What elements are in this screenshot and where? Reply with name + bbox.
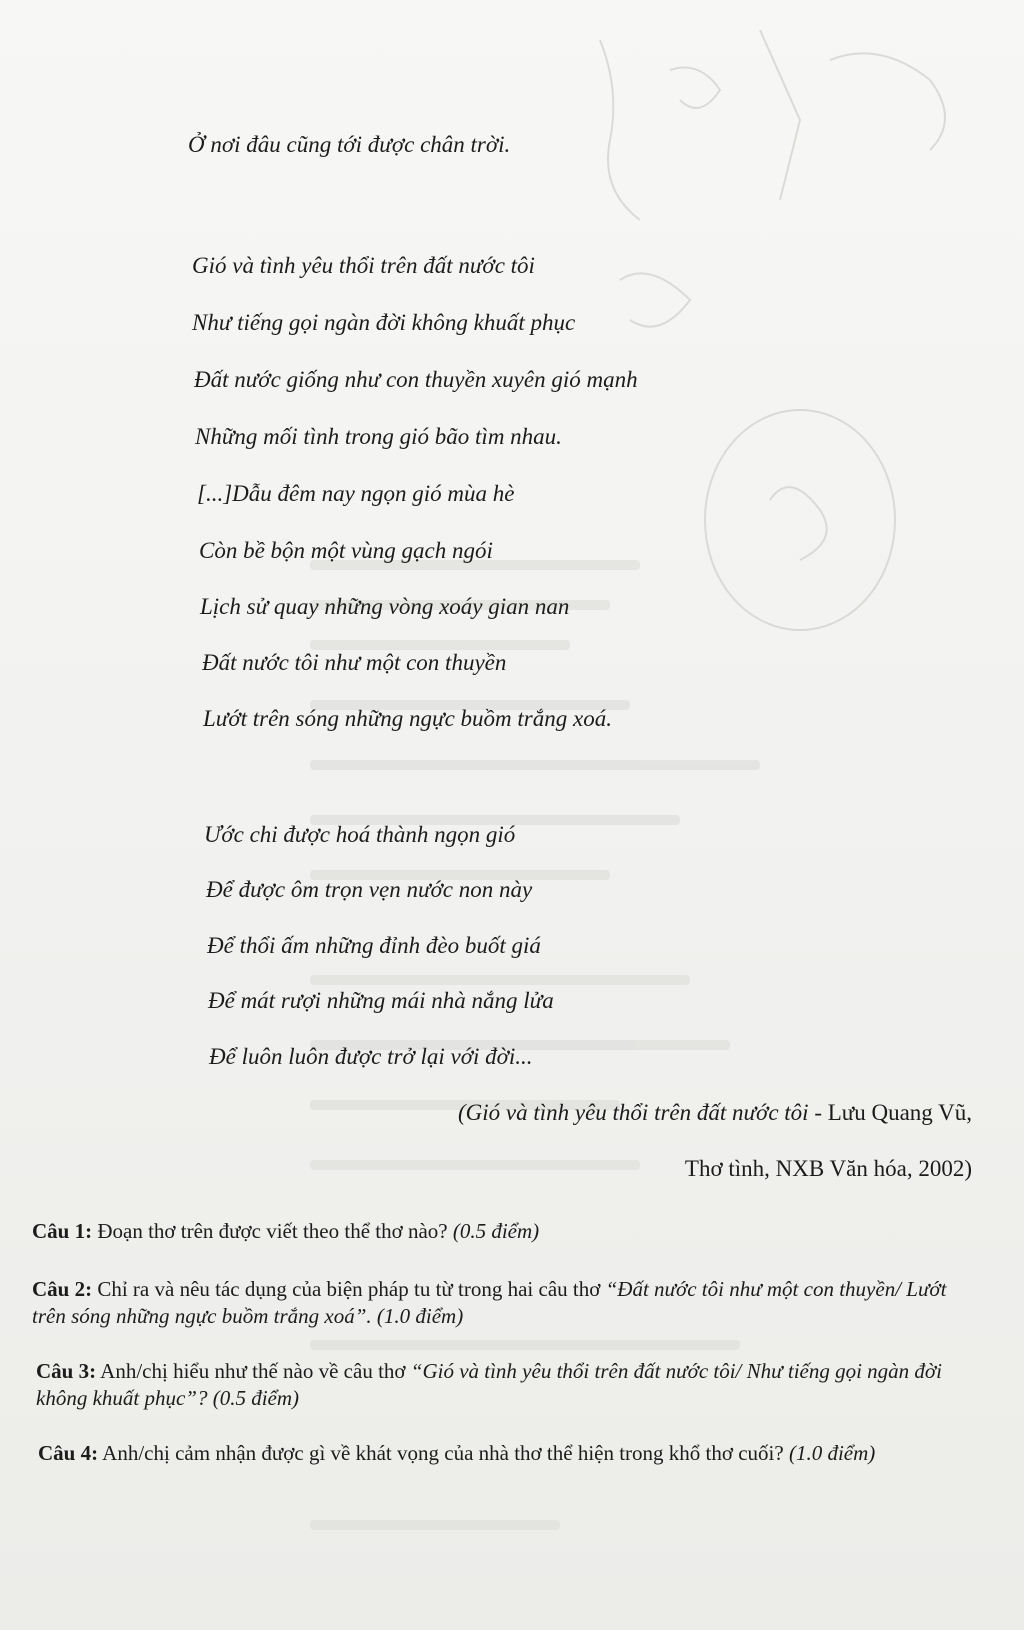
poem-line: Gió và tình yêu thổi trên đất nước tôi — [192, 253, 535, 278]
question-text: Chỉ ra và nêu tác dụng của biện pháp tu từ trong hai câu thơ — [92, 1277, 606, 1301]
question-points: (0.5 điểm) — [212, 1386, 300, 1410]
question-3 — [36, 1358, 971, 1412]
question-points: (0.5 điểm) — [452, 1219, 540, 1243]
poem-line: Để thổi ấm những đỉnh đèo buốt giá — [207, 933, 541, 958]
question-2 — [32, 1276, 967, 1330]
poem-line: Còn bề bộn một vùng gạch ngói — [199, 538, 493, 563]
source-author: - Lưu Quang Vũ, — [808, 1100, 972, 1125]
question-text: Đoạn thơ trên được viết theo thể thơ nào? — [92, 1219, 453, 1243]
question-4 — [38, 1440, 973, 1467]
poem-line: Đất nước giống như con thuyền xuyên gió mạnh — [194, 367, 638, 392]
question-text: Anh/chị cảm nhận được gì về khát vọng của nhà thơ thể hiện trong khổ thơ cuối? — [98, 1441, 789, 1465]
poem-line: Để được ôm trọn vẹn nước non này — [206, 877, 533, 902]
source-citation — [458, 1100, 972, 1126]
poem-line: [...]Dẫu đêm nay ngọn gió mùa hè — [197, 481, 515, 506]
poem-line: Ở nơi đâu cũng tới được chân trời. — [188, 132, 511, 157]
question-label: Câu 3: — [36, 1359, 97, 1383]
question-1 — [32, 1218, 967, 1245]
poem-line: Đất nước tôi như một con thuyền — [202, 650, 507, 675]
poem-line: Để mát rượi những mái nhà nắng lửa — [208, 988, 554, 1013]
question-text: Anh/chị hiểu như thế nào về câu thơ — [96, 1359, 411, 1383]
question-quote: “Đất nước tôi như một con thuyền/ Lướt trên sóng những ngực buồm trắng xoá”. — [32, 1277, 947, 1328]
source-publication: Thơ tình, NXB Văn hóa, 2002) — [684, 1156, 972, 1181]
question-quote: “Gió và tình yêu thổi trên đất nước tôi/ Như tiếng gọi ngàn đời không khuất phục”? — [36, 1359, 942, 1410]
poem-line: Ước chi được hoá thành ngọn gió — [204, 822, 516, 847]
question-points: (1.0 điểm) — [788, 1441, 876, 1465]
poem-line: Để luôn luôn được trở lại với đời... — [209, 1044, 533, 1069]
question-label: Câu 1: — [32, 1219, 93, 1243]
poem-line: Những mối tình trong gió bão tìm nhau. — [195, 424, 562, 449]
question-points: (1.0 điểm) — [376, 1304, 464, 1328]
source-title: (Gió và tình yêu thổi trên đất nước tôi — [457, 1100, 809, 1125]
question-label: Câu 2: — [32, 1277, 93, 1301]
poem-line: Lịch sử quay những vòng xoáy gian nan — [200, 594, 570, 619]
poem-line: Như tiếng gọi ngàn đời không khuất phục — [192, 310, 576, 335]
poem-line: Lướt trên sóng những ngực buồm trắng xoá. — [203, 706, 612, 731]
question-label: Câu 4: — [38, 1441, 99, 1465]
